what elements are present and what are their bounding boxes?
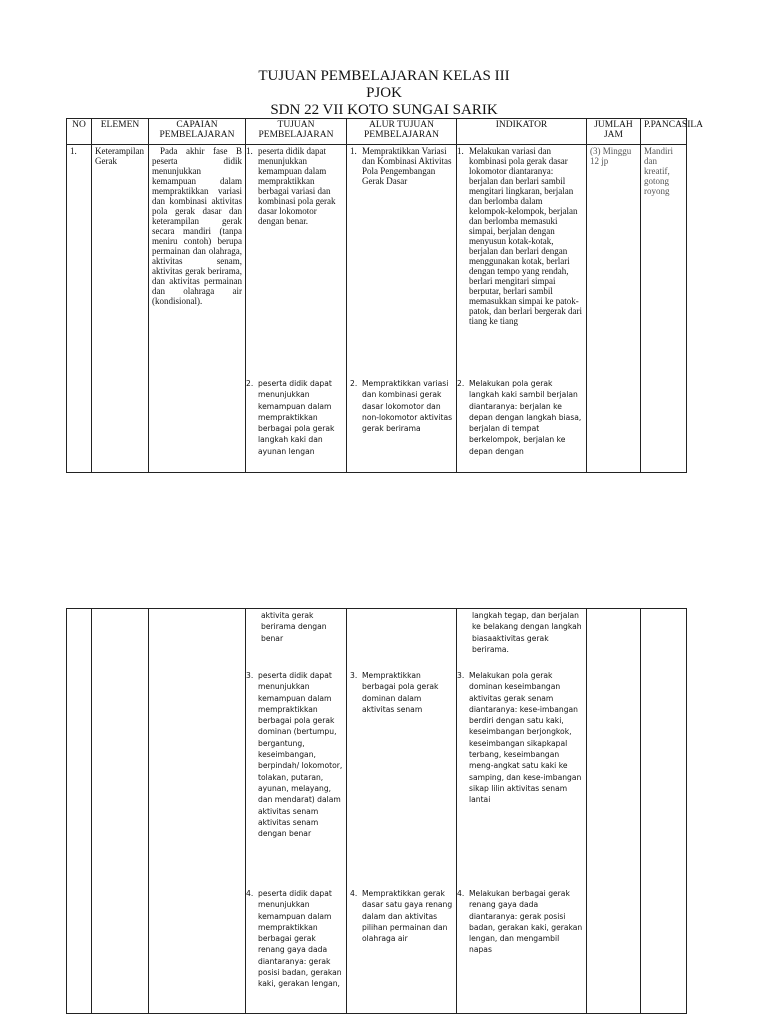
tujuan-item: 4. peserta didik dapat menunjukkan kemampuan dalam mempraktikkan berbagai gerak renang gaya dada diantaranya: gerak posisi badan, gerakan kaki, gerakan lengan, — [246, 889, 342, 989]
header-jumlah-jam: JUMLAH JAM — [587, 119, 641, 145]
table-header-row — [67, 119, 687, 145]
row-capaian-empty — [149, 609, 246, 1014]
tujuan-item: 1. peserta didik dapat menunjukkan kemampuan dalam mempraktikkan berbagai variasi dan kombinasi pola gerak dasar lokomotor dengan benar. — [246, 146, 336, 226]
learning-objectives-table-part1 — [66, 118, 704, 473]
tujuan-item: 3. peserta didik dapat menunjukkan kemampuan dalam mempraktikkan berbagai pola gerak dominan (bertumpu, bergantung, keseimbangan, berpindah/ lokomotor, tolakan, putaran, ayunan, melayang, dan mendarat) dalam aktivitas senam aktivitas senam dengan benar — [246, 671, 343, 839]
header-alur: ALUR TUJUAN PEMBELAJARAN — [347, 119, 457, 145]
row-capaian: Pada akhir fase B peserta didik menunjukkan kemampuan dalam mempraktikkan variasi dan kombinasi aktivitas pola gerak dasar dan keterampilan gerak secara mandiri (tanpa meniru contoh) berupa permainan dan olahraga, aktivitas senam, aktivitas gerak berirama, dan aktivitas permainan dan olahraga air (kondisional). — [149, 145, 246, 473]
alur-item: 3. Mempraktikkan berbagai pola gerak dominan dalam aktivitas senam — [350, 671, 439, 714]
tujuan-item: 2. peserta didik dapat menunjukkan kemampuan dalam mempraktikkan berbagai pola gerak langkah kaki dan ayunan lengan — [246, 379, 335, 456]
table-row — [67, 145, 687, 473]
alur-item: 4. Mempraktikkan gerak dasar satu gaya renang dalam dan aktivitas pilihan permainan dan olahraga air — [350, 889, 453, 944]
row-jumlah-jam-empty — [587, 609, 641, 1014]
header-tujuan: TUJUAN PEMBELAJARAN — [246, 119, 347, 145]
header-elemen: ELEMEN — [92, 119, 149, 145]
doc-title-line2: PJOK — [366, 85, 402, 101]
learning-objectives-table-part2 — [66, 608, 687, 1014]
indikator-item: 1. Melakukan variasi dan kombinasi pola gerak dasar lokomotor diantaranya: berjalan dan berlari sambil mengitari lingkaran, berjalan dan berlomba dalam kelompok-kelompok, berjalan dan berlomba memasuki simpai, berjalan dengan menyusun kotak-kotak, berjalan dan berlari dengan menggunakan kotak, berlari dengan tempo yang rendah, berlari mengitari simpai berputar, berlari sambil memasukkan simpai ke patok-patok, dan berlari bergerak dari tiang ke tiang — [457, 146, 583, 326]
row-alur — [347, 609, 457, 1014]
alur-item: 2. Mempraktikkan variasi dan kombinasi gerak dasar lokomotor dan non-lokomotor aktivitas gerak berirama — [350, 379, 453, 434]
header-pancasila: P.PANCASILA — [641, 119, 687, 145]
doc-title-line1: TUJUAN PEMBELAJARAN KELAS III — [258, 68, 510, 84]
indikator-item: 4. Melakukan berbagai gerak renang gaya dada diantaranya: gerak posisi badan, gerakan kaki, gerakan lengan, dan mengambil napas — [457, 889, 583, 955]
row-alur — [347, 145, 457, 473]
indikator-item: 3. Melakukan pola gerak dominan keseimbangan aktivitas gerak senam diantaranya: kese-imbangan berdiri dengan satu kaki, keseimbangan berjongkok, keseimbangan sikapkapal terbang, keseimbangan meng-angkat satu kaki ke samping, dan kese-imbangan sikap lilin aktivitas senam lantai — [457, 671, 582, 805]
table-row — [67, 609, 687, 1014]
row-tujuan — [246, 145, 347, 473]
row-indikator — [457, 145, 587, 473]
header-no: NO — [67, 119, 92, 145]
row-jumlah-jam: (3) Minggu 12 jp — [587, 145, 641, 473]
doc-title-line3: SDN 22 VII KOTO SUNGAI SARIK — [270, 102, 498, 118]
header-indikator: INDIKATOR — [457, 119, 587, 145]
header-capaian: CAPAIAN PEMBELAJARAN — [149, 119, 246, 145]
row-pancasila-empty — [641, 609, 687, 1014]
row-elemen: Keterampilan Gerak — [92, 145, 149, 473]
row-tujuan — [246, 609, 347, 1014]
row-pancasila: Mandiri dan kreatif, gotong royong — [641, 145, 687, 473]
indikator-item: 2. Melakukan pola gerak langkah kaki sambil berjalan diantaranya: berjalan ke depan dengan langkah biasa, berjalan di tempat berkelompok, berjalan ke depan dengan — [457, 379, 582, 456]
tujuan-item: aktivita gerak berirama dengan benar — [261, 611, 327, 643]
indikator-item: langkah tegap, dan berjalan ke belakang dengan langkah biasaaktivitas gerak berirama. — [472, 611, 582, 654]
row-elemen-empty — [92, 609, 149, 1014]
alur-item: 1. Mempraktikkan Variasi dan Kombinasi Aktivitas Pola Pengembangan Gerak Dasar — [350, 146, 452, 186]
row-number: 1. — [67, 145, 92, 473]
row-indikator — [457, 609, 587, 1014]
row-number-empty — [67, 609, 92, 1014]
